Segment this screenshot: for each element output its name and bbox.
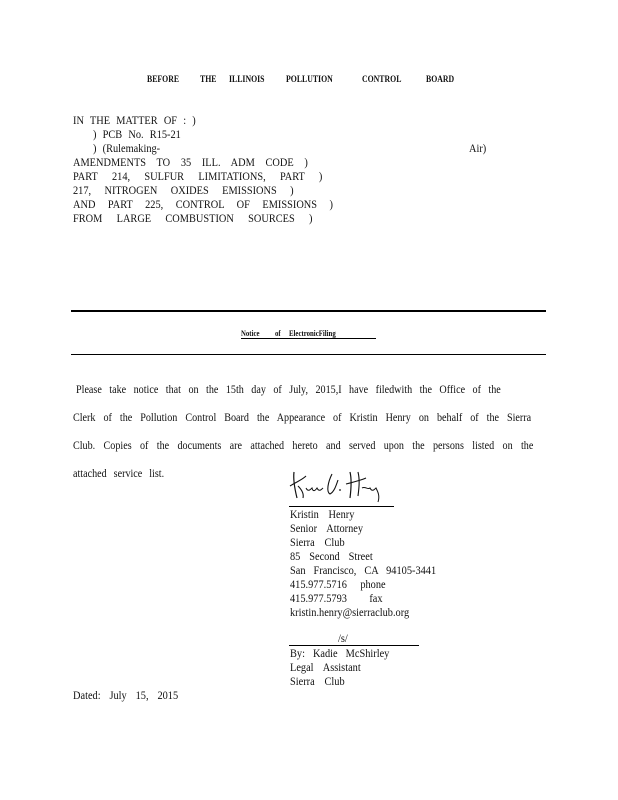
body-line: Clerk of the Pollution Control Board the Appearance of Kristin Henry on behalf of the Sierra [73, 412, 532, 424]
signer-title: Senior Attorney [290, 523, 364, 535]
notice-title-word: of [275, 328, 281, 338]
header-word: ILLINOIS [229, 75, 265, 85]
email-line: kristin.henry@sierraclub.org [290, 607, 410, 619]
address-line: 85 Second Street [290, 551, 373, 563]
header-word: THE [200, 75, 217, 85]
caption-line: 217, NITROGEN OXIDES EMISSIONS ) [73, 185, 294, 197]
body-line: attached service list. [73, 468, 165, 480]
phone-line: 415.977.5716 phone [290, 579, 386, 591]
header-word: POLLUTION [286, 75, 333, 85]
caption-line: ) PCB No. R15-21 [93, 129, 181, 141]
caption-line: Air) [469, 143, 487, 155]
assistant-org: Sierra Club [290, 676, 345, 688]
notice-title-word: Notice [241, 328, 260, 338]
address-line: San Francisco, CA 94105-3441 [290, 565, 437, 577]
header-word: BOARD [426, 75, 455, 85]
caption-line: AND PART 225, CONTROL OF EMISSIONS ) [73, 199, 333, 211]
caption-line: IN THE MATTER OF : ) [73, 115, 196, 127]
fax-line: 415.977.5793 fax [290, 593, 383, 605]
notice-title-underline [241, 338, 376, 339]
bottom-rule [71, 354, 546, 355]
caption-line: AMENDMENTS TO 35 ILL. ADM CODE ) [73, 157, 308, 169]
caption-line: PART 214, SULFUR LIMITATIONS, PART ) [73, 171, 323, 183]
notice-title-word: ElectronicFiling [289, 328, 336, 338]
by-line: By: Kadie McShirley [290, 648, 390, 660]
signature-rule [289, 506, 394, 507]
body-line: Please take notice that on the 15th day of July, 2015,I have filedwith the Office of the [76, 384, 501, 396]
top-rule [71, 310, 546, 312]
caption-line: FROM LARGE COMBUSTION SOURCES ) [73, 213, 313, 225]
caption-line: ) (Rulemaking- [93, 143, 161, 155]
assistant-title: Legal Assistant [290, 662, 361, 674]
header-word: CONTROL [362, 75, 402, 85]
header-word: BEFORE [147, 75, 180, 85]
signer-org: Sierra Club [290, 537, 345, 549]
second-signature-rule [289, 645, 419, 646]
body-line: Club. Copies of the documents are attached hereto and served upon the persons listed on the [73, 440, 534, 452]
signer-name: Kristin Henry [290, 509, 355, 521]
dated-line: Dated: July 15, 2015 [73, 690, 179, 702]
handwritten-signature [288, 468, 388, 504]
slash-s-signature: /s/ [338, 633, 348, 645]
